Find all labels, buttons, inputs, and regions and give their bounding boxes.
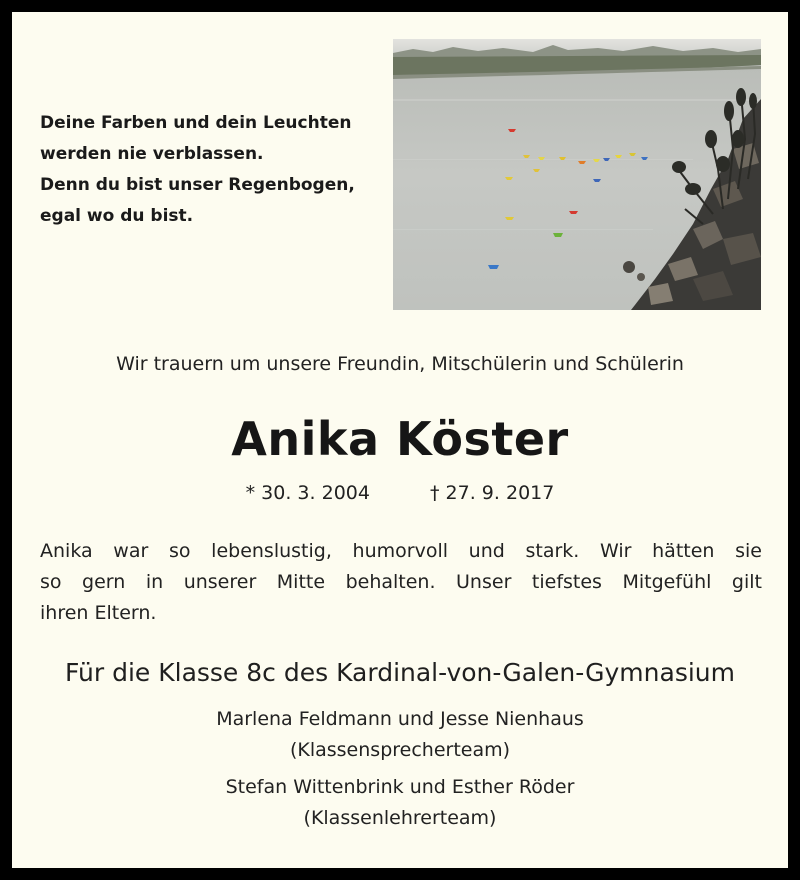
obituary-card	[12, 12, 788, 868]
intro-text: Wir trauern um unsere Freundin, Mitschülerin und Schülerin	[116, 353, 684, 375]
signature-names: Marlena Feldmann und Jesse Nienhaus	[216, 708, 584, 730]
signature-role: (Klassenlehrerteam)	[303, 807, 497, 829]
river-paper-boats-photo	[393, 39, 761, 310]
signature-names: Stefan Wittenbrink und Esther Röder	[225, 776, 575, 798]
memorial-text-line: Anika war so lebenslustig, humorvoll und stark. Wir hätten sie	[40, 540, 762, 562]
memorial-text	[40, 536, 762, 629]
deceased-name: Anika Köster	[231, 412, 569, 466]
memorial-text-line: so gern in unserer Mitte behalten. Unser tiefstes Mitgefühl gilt	[40, 571, 762, 593]
quote-line: werden nie verblassen.	[40, 144, 264, 164]
signature-role: (Klassensprecherteam)	[289, 739, 511, 761]
death-date: † 27. 9. 2017	[430, 482, 555, 504]
quote-line: egal wo du bist.	[40, 206, 194, 226]
quote-line: Denn du bist unser Regenbogen,	[40, 175, 355, 195]
memorial-text-line: ihren Eltern.	[40, 602, 157, 624]
memorial-quote	[40, 108, 380, 232]
life-dates	[12, 482, 788, 504]
class-dedication: Für die Klasse 8c des Kardinal-von-Galen-Gymnasium	[65, 658, 735, 687]
signature-block-teachers	[12, 772, 788, 834]
quote-line: Deine Farben und dein Leuchten	[40, 113, 352, 133]
signature-block-students	[12, 704, 788, 766]
birth-date: * 30. 3. 2004	[245, 482, 370, 504]
